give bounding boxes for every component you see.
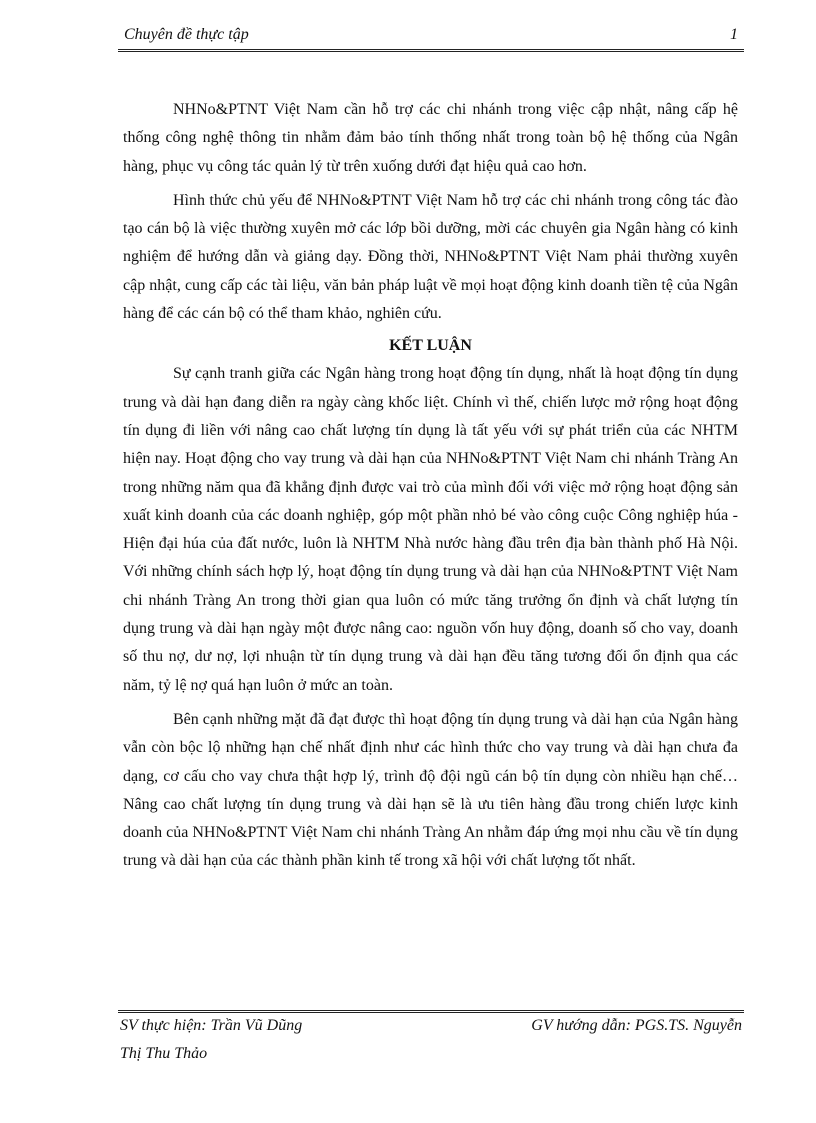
page-footer — [118, 1010, 744, 1062]
paragraph-3: Sự cạnh tranh giữa các Ngân hàng trong hoạt động tín dụng, nhất là hoạt động tín dụng trung và dài hạn đang diễn ra ngày càng khốc liệt. Chính vì thế, chiến lược mở rộng hoạt động tín dụng đi liền với nâng cao chất lượng tín dụng là tất yếu với sự phát triển của các NHTM hiện nay. Hoạt động cho vay trung và dài hạn của NHNo&PTNT Việt Nam chi nhánh Tràng An trong những năm qua đã khẳng định được vai trò của mình đối với việc mở rộng hoạt động sản xuất kinh doanh của các doanh nghiệp, góp một phần nhỏ bé vào công cuộc Công nghiệp húa - Hiện đại húa của đất nước, luôn là NHTM Nhà nước hàng đầu trên địa bàn thành phố Hà Nội. Với những chính sách hợp lý, hoạt động tín dụng trung và dài hạn của NHNo&PTNT Việt Nam chi nhánh Tràng An trong thời gian qua luôn có mức tăng trưởng ổn định và chất lượng tín dụng trung và dài hạn ngày một được nâng cao: nguồn vốn huy động, doanh số cho vay, doanh số thu nợ, dư nợ, lợi nhuận từ tín dụng trung và dài hạn đều tăng tương đối ổn định qua các năm, tỷ lệ nợ quá hạn luôn ở mức an toàn. — [123, 365, 738, 694]
footer-student: SV thực hiện: Trần Vũ Dũng — [120, 1017, 303, 1034]
header-title: Chuyên đề thực tập — [124, 26, 249, 43]
footer-advisor: GV hướng dẫn: PGS.TS. Nguyễn — [531, 1017, 742, 1034]
body-text — [123, 96, 738, 876]
paragraph-1: NHNo&PTNT Việt Nam cần hỗ trợ các chi nhánh trong việc cập nhật, nâng cấp hệ thống công nghệ thông tin nhằm đảm bảo tính thống nhất trong toàn bộ hệ thống của Ngân hàng, phục vụ công tác quản lý từ trên xuống dưới đạt hiệu quả cao hơn. — [123, 101, 738, 175]
footer-row — [118, 1013, 744, 1038]
footer-advisor-continued: Thị Thu Thảo — [120, 1045, 208, 1062]
paragraph-4: Bên cạnh những mặt đã đạt được thì hoạt động tín dụng trung và dài hạn của Ngân hàng vẫn còn bộc lộ những hạn chế nhất định như các hình thức cho vay trung và dài hạn chưa đa dạng, cơ cấu cho vay chưa thật hợp lý, trình độ đội ngũ cán bộ tín dụng còn nhiều hạn chế… Nâng cao chất lượng tín dụng trung và dài hạn sẽ là ưu tiên hàng đầu trong chiến lược kinh doanh của NHNo&PTNT Việt Nam chi nhánh Tràng An nhằm đáp ứng mọi nhu cầu về tín dụng trung và dài hạn của các thành phần kinh tế trong xã hội với chất lượng tốt nhất. — [123, 710, 738, 870]
paragraph-2: Hình thức chủ yếu để NHNo&PTNT Việt Nam hỗ trợ các chi nhánh trong công tác đào tạo cán bộ là việc thường xuyên mở các lớp bồi dưỡng, mời các chuyên gia Ngân hàng có kinh nghiệm để hướng dẫn và giảng dạy. Đồng thời, NHNo&PTNT Việt Nam phải thường xuyên cập nhật, cung cấp các tài liệu, văn bản pháp luật về mọi hoạt động kinh doanh tiền tệ của Ngân hàng để các cán bộ có thể tham khảo, nghiên cứu. — [123, 191, 738, 323]
page-header — [118, 22, 744, 52]
conclusion-heading: KẾT LUẬN — [389, 337, 472, 355]
page-number: 1 — [730, 26, 738, 43]
